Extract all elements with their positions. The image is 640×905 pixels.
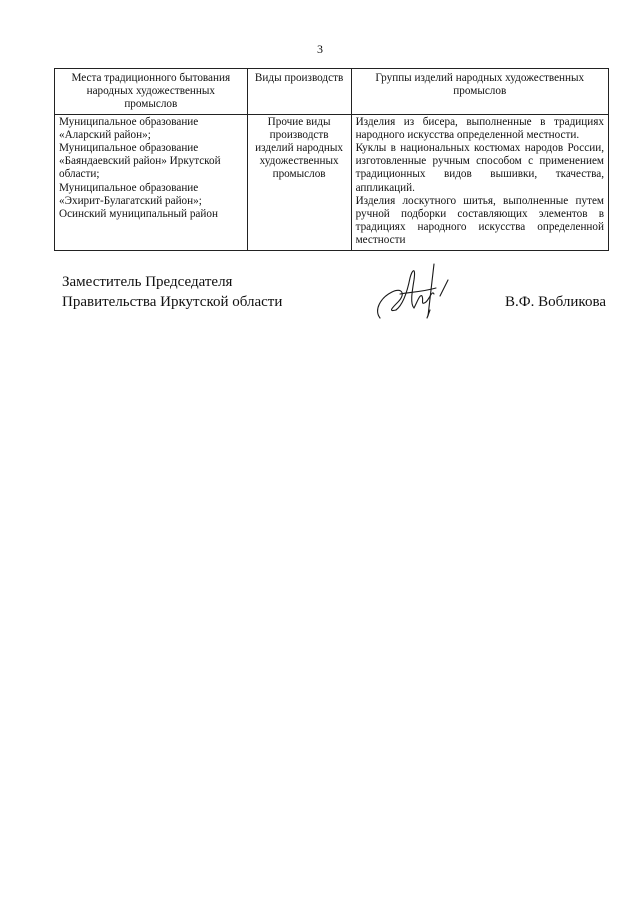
header-product-groups: Группы изделий народных художественных промыслов bbox=[351, 69, 608, 115]
header-production-type: Виды производств bbox=[247, 69, 351, 115]
signatory-name: В.Ф. Вобликова bbox=[505, 294, 606, 310]
cell-production-type: Прочие виды производств изделий народных художественных промыслов bbox=[247, 114, 351, 250]
product-group-item: Изделия лоскутного шитья, выполненные путем ручной подборки составляющих элементов в традициях народного искусства определенной местности bbox=[355, 194, 604, 247]
product-group-item: Изделия из бисера, выполненные в традициях народного искусства определенной местности. bbox=[355, 115, 604, 141]
place-item: Муниципальное образование «Эхирит-Булагатский район»; bbox=[59, 181, 202, 207]
crafts-table bbox=[54, 68, 609, 251]
table-header-row bbox=[55, 69, 609, 115]
place-item: Осинский муниципальный район bbox=[59, 208, 218, 221]
table-header bbox=[55, 69, 609, 115]
header-places: Места традиционного бытования народных художественных промыслов bbox=[55, 69, 248, 115]
page-number: 3 bbox=[317, 42, 323, 56]
table-row bbox=[55, 114, 609, 250]
position-line: Заместитель Председателя bbox=[62, 274, 233, 290]
position-line: Правительства Иркутской области bbox=[62, 294, 283, 310]
signatory-position bbox=[62, 272, 282, 312]
place-item: Муниципальное образование «Аларский район»; bbox=[59, 115, 199, 141]
handwritten-signature bbox=[370, 258, 480, 328]
product-group-item: Куклы в национальных костюмах народов России, изготовленные ручным способом с применением традиционных видов вышивки, ткачества, аппликаций. bbox=[355, 142, 604, 194]
cell-places bbox=[55, 114, 248, 250]
cell-product-groups bbox=[351, 114, 608, 250]
place-item: Муниципальное образование «Баяндаевский район» Иркутской области; bbox=[59, 142, 221, 181]
